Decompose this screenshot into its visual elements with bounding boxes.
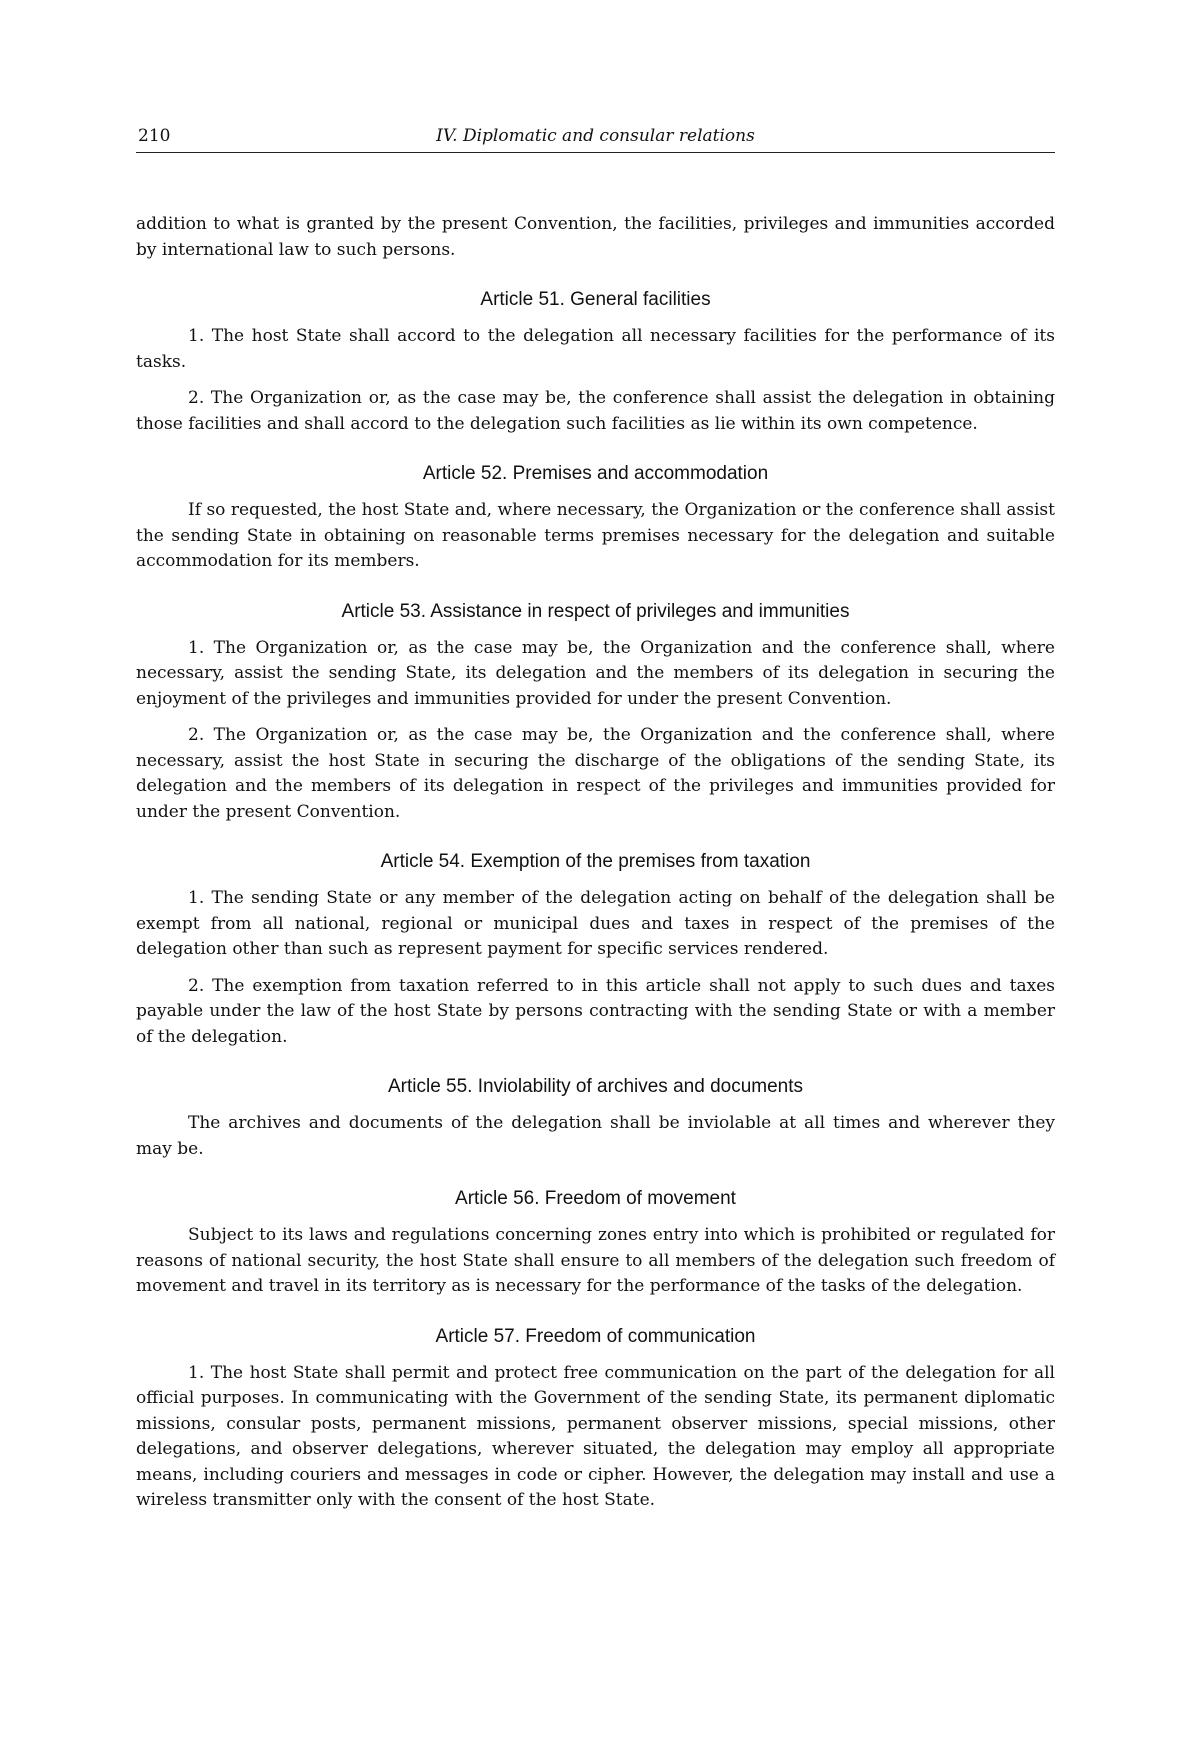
article-51-paragraph-2: 2. The Organization or, as the case may be, the conference shall assist the delegation in obtaining those facilities and shall accord to the delegation such facilities as lie within its own competence.: [136, 388, 1055, 434]
article-51-paragraph-1: 1. The host State shall accord to the delegation all necessary facilities for the performance of its tasks.: [136, 326, 1055, 372]
article-55-heading: Article 55. Inviolability of archives and documents: [387, 1076, 804, 1097]
running-title: IV. Diplomatic and consular relations: [436, 126, 755, 146]
article-52-heading: Article 52. Premises and accommodation: [422, 463, 769, 484]
article-54-paragraph-2: 2. The exemption from taxation referred to in this article shall not apply to such dues and taxes payable under the law of the host State by persons contracting with the sending State or with a member of the delegation.: [136, 975, 1055, 1047]
article-53-heading: Article 53. Assistance in respect of privileges and immunities: [341, 600, 850, 622]
article-56-heading: Article 56. Freedom of movement: [455, 1188, 736, 1209]
article-56-paragraph-1: Subject to its laws and regulations concerning zones entry into which is prohibited or regulated for reasons of national security, the host State shall ensure to all members of the delegation such freedom of movement and travel in its territory as is necessary for the performance of the tasks of the delegation.: [136, 1225, 1055, 1296]
article-53-paragraph-2: 2. The Organization or, as the case may be, the Organization and the conference shall, where necessary, assist the host State in securing the discharge of the obligations of the sending State, its delegation and the members of its delegation in respect of the privileges and immunities provided for under the present Convention.: [136, 725, 1055, 822]
article-54-paragraph-1: 1. The sending State or any member of the delegation acting on behalf of the delegation shall be exempt from all national, regional or municipal dues and taxes in respect of the premises of the delegation other than such as represent payment for specific services rendered.: [136, 888, 1055, 959]
continued-paragraph: addition to what is granted by the present Convention, the facilities, privileges and immunities accorded by international law to such persons.: [136, 214, 1055, 260]
article-52-paragraph-1: If so requested, the host State and, where necessary, the Organization or the conference shall assist the sending State in obtaining on reasonable terms premises necessary for the delegation and suitable accommodation for its members.: [136, 500, 1055, 571]
article-57-heading: Article 57. Freedom of communication: [435, 1325, 756, 1347]
article-54-heading: Article 54. Exemption of the premises from taxation: [380, 851, 811, 872]
running-header: [136, 122, 1055, 153]
article-53-paragraph-1: 1. The Organization or, as the case may be, the Organization and the conference shall, where necessary, assist the sending State, its delegation and the members of its delegation in securing the enjoyment of the privileges and immunities provided for under the present Convention.: [136, 637, 1055, 709]
article-57-paragraph-1: 1. The host State shall permit and protect free communication on the part of the delegation for all official purposes. In communicating with the Government of the sending State, its permanent diplomatic missions, consular posts, permanent missions, permanent observer missions, special missions, other delegations, and observer delegations, wherever situated, the delegation may employ all appropriate means, including couriers and messages in code or cipher. However, the delegation may install and use a wireless transmitter only with the consent of the host State.: [136, 1362, 1055, 1510]
body-text: [136, 212, 1055, 1525]
article-51-heading: Article 51. General facilities: [480, 289, 711, 310]
article-55-paragraph-1: The archives and documents of the delegation shall be inviolable at all times and wherever they may be.: [136, 1113, 1055, 1159]
page-number: 210: [138, 126, 171, 146]
